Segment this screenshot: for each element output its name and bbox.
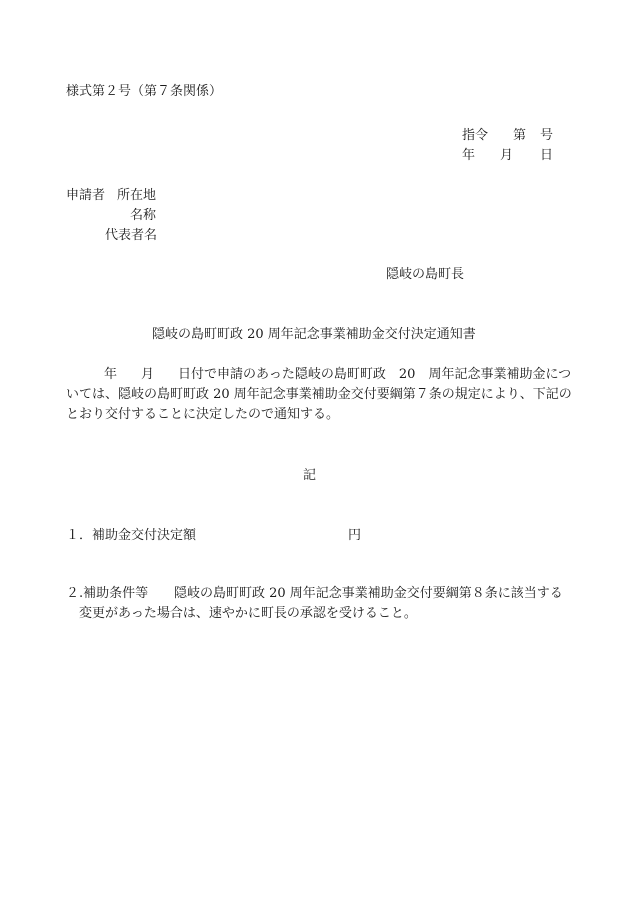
applicant-address-label: 所在地 xyxy=(117,188,157,203)
item-1-label: １．補助金交付決定額 xyxy=(66,528,197,543)
body-month: 月 xyxy=(141,367,155,382)
issuer: 隠岐の島町長 xyxy=(386,267,465,282)
item-2-label: ２.補助条件等 xyxy=(66,586,149,601)
body-line-3: とおり交付することに決定したので通知する。 xyxy=(66,407,340,422)
directive-go: 号 xyxy=(540,128,554,143)
body-year: 年 xyxy=(104,367,118,382)
directive-prefix: 指令 xyxy=(462,128,489,143)
document-title: 隠岐の島町町政 20 周年記念事業補助金交付決定通知書 xyxy=(152,327,476,342)
date-day: 日 xyxy=(540,148,554,163)
item-1-unit: 円 xyxy=(348,528,362,543)
body-line-2: いては、隠岐の島町町政 20 周年記念事業補助金交付要綱第７条の規定により、下記の xyxy=(66,387,572,402)
applicant-name-label: 名称 xyxy=(130,208,157,223)
date-year: 年 xyxy=(462,148,476,163)
form-label: 様式第２号（第７条関係） xyxy=(66,84,223,99)
directive-dai: 第 xyxy=(513,128,527,143)
applicant-rep-label: 代表者名 xyxy=(105,228,158,243)
date-month: 月 xyxy=(500,148,514,163)
item-2-line-1: 隠岐の島町町政 20 周年記念事業補助金交付要綱第８条に該当する xyxy=(174,586,563,601)
body-line-1 xyxy=(66,366,571,384)
applicant-label: 申請者 xyxy=(66,188,106,203)
item-2-line-2: 変更があった場合は、速やかに町長の承認を受けること。 xyxy=(79,606,417,621)
ki-heading: 記 xyxy=(303,468,317,483)
body-line-1-rest: 日付で申請のあった隠岐の島町町政 20 周年記念事業補助金につ xyxy=(178,367,572,382)
